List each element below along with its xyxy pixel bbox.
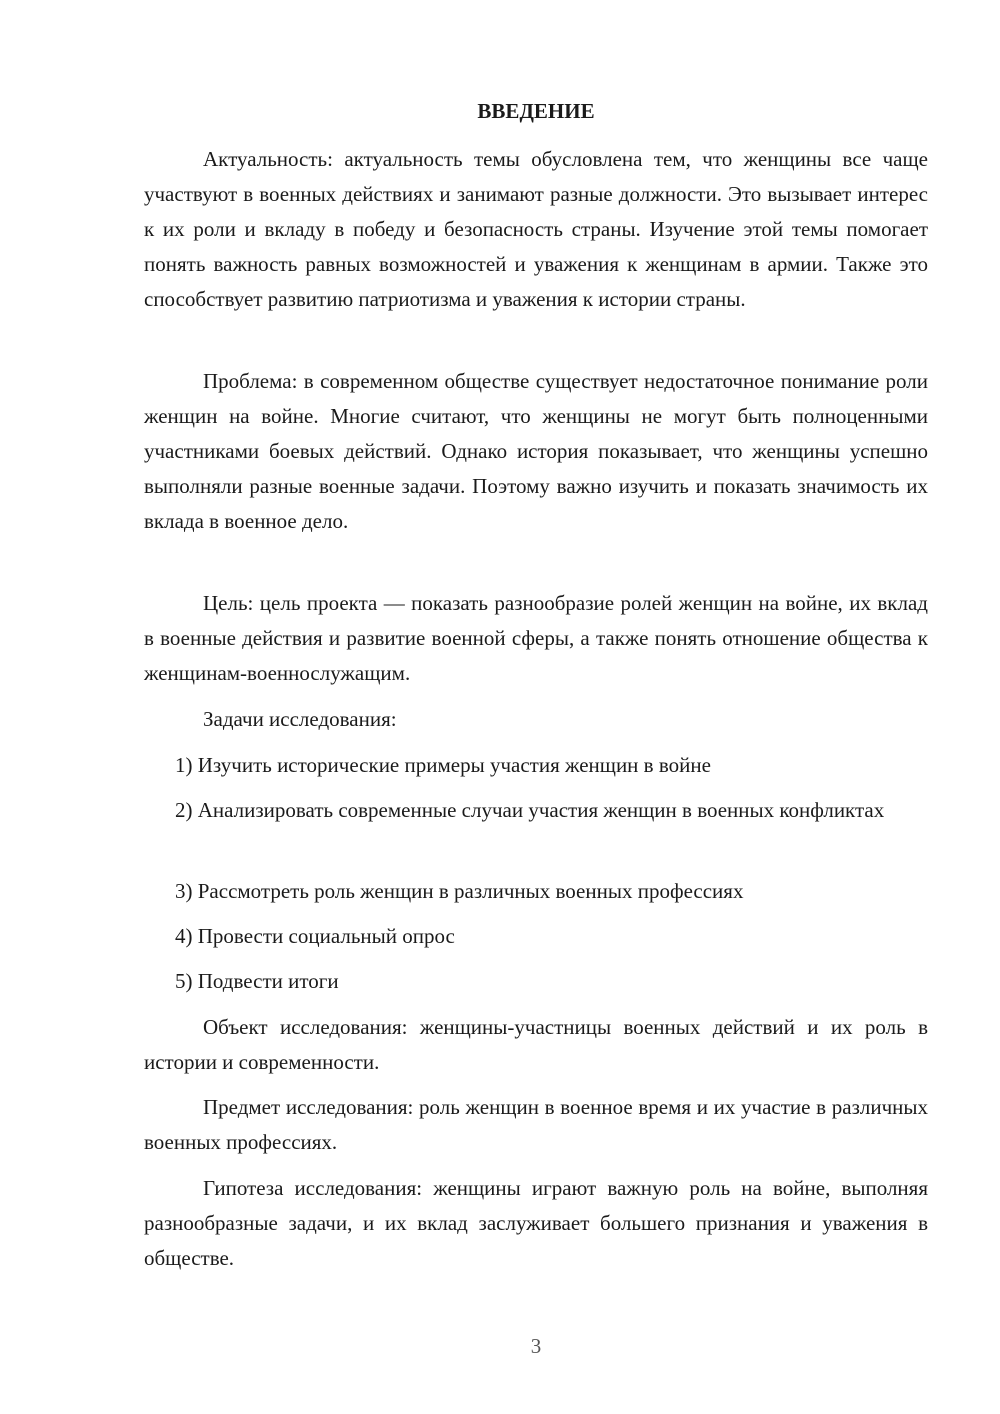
section-title: ВВЕДЕНИЕ bbox=[477, 99, 595, 123]
task-item: 2) Анализировать современные случаи участия женщин в военных конфликтах bbox=[175, 798, 885, 822]
task-item: 4) Провести социальный опрос bbox=[175, 924, 455, 948]
page-number: 3 bbox=[530, 1334, 542, 1358]
paragraph-goal: Цель: цель проекта — показать разнообразие ролей женщин на войне, их вклад в военные действия и развитие военной сферы, а также понять отношение общества к женщинам-военнослужащим. bbox=[144, 591, 928, 685]
paragraph-problem: Проблема: в современном обществе существует недостаточное понимание роли женщин на войне. Многие считают, что женщины не могут быть полноценными участниками боевых действий. Однако история показывает, что женщины успешно выполняли разные военные задачи. Поэтому важно изучить и показать значимость их вклада в военное дело. bbox=[144, 369, 928, 533]
paragraph-relevance: Актуальность: актуальность темы обусловлена тем, что женщины все чаще участвуют в военных действиях и занимают разные должности. Это вызывает интерес к их роли и вкладу в победу и безопасность страны. Изучение этой темы помогает понять важность равных возможностей и уважения к женщинам в армии. Также это способствует развитию патриотизма и уважения к истории страны. bbox=[144, 147, 928, 311]
paragraph-subject: Предмет исследования: роль женщин в военное время и их участие в различных военных профессиях. bbox=[144, 1095, 928, 1154]
task-item: 5) Подвести итоги bbox=[175, 969, 339, 993]
paragraph-tasks-heading: Задачи исследования: bbox=[203, 707, 397, 731]
task-item: 3) Рассмотреть роль женщин в различных военных профессиях bbox=[175, 879, 744, 903]
task-item: 1) Изучить исторические примеры участия женщин в войне bbox=[175, 753, 711, 777]
paragraph-hypothesis: Гипотеза исследования: женщины играют важную роль на войне, выполняя разнообразные задачи, и их вклад заслуживает большего признания и уважения в обществе. bbox=[144, 1176, 928, 1270]
paragraph-object: Объект исследования: женщины-участницы военных действий и их роль в истории и современности. bbox=[144, 1015, 928, 1074]
